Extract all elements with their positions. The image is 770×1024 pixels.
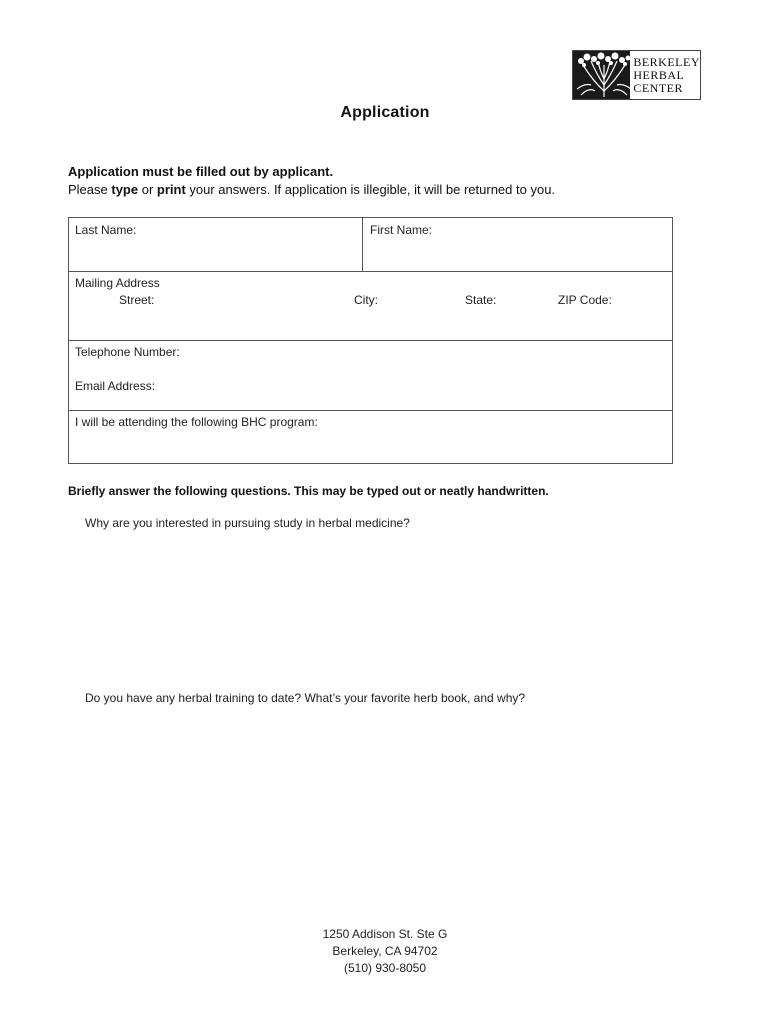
city-field[interactable]: City: [354,293,378,307]
zip-code-field[interactable]: ZIP Code: [558,293,612,307]
instruction-print-word: print [156,182,186,197]
footer-address: 1250 Addison St. Ste G [322,927,448,941]
telephone-field[interactable]: Telephone Number: [75,345,180,359]
footer-city: Berkeley, CA 94702 [332,944,438,958]
address-row [69,272,672,341]
questions-heading: Briefly answer the following questions. This may be typed out or neatly handwritten. [68,484,549,498]
instruction-suffix: your answers. If application is illegible, it will be returned to you. [185,182,556,197]
berkeley-herbal-center-logo [572,50,701,100]
program-row [69,411,672,463]
instruction-prefix: Please [68,182,112,197]
program-field[interactable]: I will be attending the following BHC program: [75,415,318,429]
question-interest[interactable]: Why are you interested in pursuing study in herbal medicine? [85,516,410,530]
name-divider [362,218,363,272]
logo-line-1: BERKELEY [633,54,700,69]
footer-contact [0,926,770,977]
applicant-info-table [68,217,673,464]
street-field[interactable]: Street: [119,293,155,307]
first-name-field[interactable]: First Name: [370,223,433,237]
name-row [69,218,672,272]
email-field[interactable]: Email Address: [75,379,156,393]
instruction-type-word: type [111,182,139,197]
instruction-legibility [68,182,555,197]
logo-line-2: HERBAL [633,67,685,82]
last-name-field[interactable]: Last Name: [75,223,137,237]
footer-phone: (510) 930-8050 [343,961,427,975]
logo-line-3: CENTER [633,80,683,95]
question-training[interactable]: Do you have any herbal training to date? What’s your favorite herb book, and why? [85,691,526,705]
mailing-address-label: Mailing Address [75,276,160,290]
logo-wordmark [630,51,700,99]
state-field[interactable]: State: [465,293,497,307]
contact-row [69,341,672,411]
instruction-or: or [138,182,157,197]
herb-plant-icon [573,51,630,99]
instruction-applicant: Application must be filled out by applicant. [68,164,334,179]
page-title: Application [340,104,430,121]
